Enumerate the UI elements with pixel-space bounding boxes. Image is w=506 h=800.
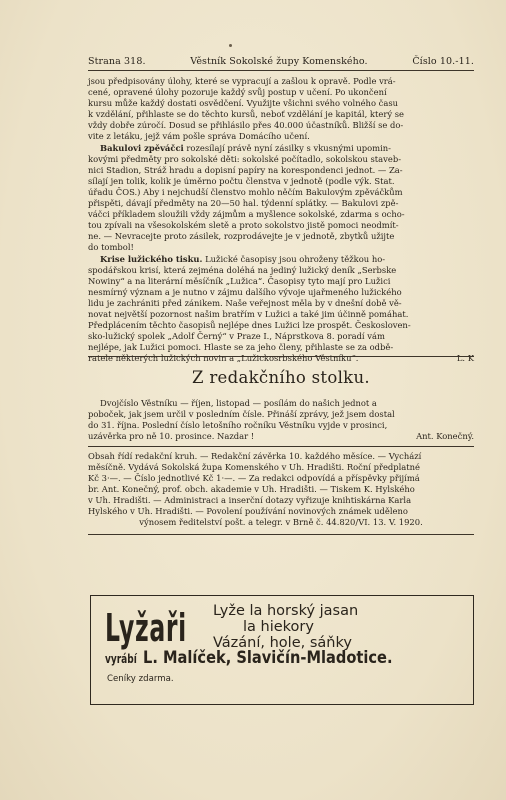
section-rule [88,446,474,447]
text-line: Kč 3·—. — Číslo jednotlivé Kč 1·—. — Za redakci odpovídá a příspěvky přijímá [88,473,420,484]
text-line: tou zpívali na všesokolském sletě a proto sokolstvo jistě pomoci neodmít- [88,220,399,231]
text-line: váčci příkladem sloužili vždy zájmům a myšlence sokolské, zdarma s ocho- [88,209,405,220]
text-line: sko-lužický spolek „Adolf Černý“ v Praze I., Náprstkova 8. poradí vám [88,331,385,342]
ad-line: Lyže la horský jasan [213,603,359,619]
text-line: měsíčně. Vydává Sokolská župa Komenského v Uh. Hradišti. Roční předplatné [88,462,421,473]
text-line: Obsah řídí redakční kruh. — Redakční závěrka 10. každého měsíce. — Vychází [88,451,422,461]
text-line: br. Ant. Konečný, prof. obch. akademie v Uh. Hradišti. — Tiskem K. Hylského [88,484,415,495]
text-line: spodářskou krisí, která zejména doléhá na jediný lužický deník „Serbske [88,265,397,276]
text-line: Předplácením těchto časopisů nejlépe dnes Lužici lze prospět. Českosloven- [88,320,411,331]
text-line: do tombol! [88,242,134,253]
text-line: kursu může každý dostati osvědčení. Využijte všichni svého volného času [88,98,399,109]
editorial-paragraph [88,398,474,442]
text-line: uzávěrka pro ně 10. prosince. Nazdar ! Ant. Konečný. [88,431,474,442]
ad-price-note: Ceníky zdarma. [107,674,174,684]
text-line: lidu je zachrániti před zánikem. Naše veřejnost měla by v dnešní době vě- [88,298,402,309]
text-line: Krise lužického tisku. Lužické časopisy jsou ohroženy těžkou ho- [100,254,386,264]
ad-line: Vázání, hole, sáňky [213,635,352,651]
text-line: Dvojčíslo Věstníku — říjen, listopad — posílám do našich jednot a [100,398,377,408]
text-line: cené, opravené úlohy pozoruje každý svůj postup v učení. Po ukončení [88,87,387,98]
text-line: ratele některých lužických novin a „Lužickosrbského Věstníku“. L. K [88,353,474,364]
ski-advertisement [90,595,474,705]
text-line: nici Stadion, Stráž hradu a dopisní papíry na korespondenci jednot. — Za- [88,165,403,176]
page-number: Strana 318. [88,56,146,67]
text-line: nesmírný význam a je nutno v zájmu dalšího vývoje ujařmeného lužického [88,287,402,298]
text-line: úřadu ČOS.) Aby i nejchudší členstvo mohlo něčím Bakulovým zpěváčkům [88,187,403,198]
text-line: výnosem ředitelství pošt. a telegr. v Brně č. 44.820/VI. 13. V. 1920. [139,517,423,528]
krise-title: Krise lužického tisku. [100,254,203,264]
ad-dealer: vyrábíL. Malíček, Slavičín-Mladotice. [105,648,393,668]
section-heading: Z redakčního stolku. [192,368,370,387]
krise-paragraph [88,254,474,364]
text-line: poboček, jak jsem určil v posledním čísle. Přináší zprávy, jež jsem dostal [88,409,395,420]
text-line: k vzdělání, přihlaste se do těchto kursů, neboť vzdělání je kapitál, který se [88,109,404,120]
text-line: sílají jen tolik, kolik je úměrno počtu členstva v jednotě (podle výk. Stat. [88,176,395,187]
journal-title: Věstník Sokolské župy Komenského. [190,56,368,67]
text-line: do 31. října. Poslední číslo letošního ročníku Věstníku vyjde v prosinci, [88,420,388,431]
text-line: v Uh. Hradišti. — Administraci a inserční dotazy vyřizuje knihtiskárna Karla [88,495,412,506]
text-line: Bakulovi zpěváčci rozesílají právě nyní zásilky s vkusnými upomin- [100,143,392,153]
issue-number: Číslo 10.-11. [412,56,474,67]
editor-signature: Ant. Konečný. [416,431,474,442]
text-line: kovými předměty pro sokolské děti: sokolské počítadlo, sokolskou staveb- [88,154,402,165]
text-line: ne. — Nevracejte proto zásilek, rozprodávejte je v jednotě, zbytků užijte [88,231,395,242]
bakule-title: Bakulovi zpěváčci [100,143,184,153]
page-header [88,56,474,67]
author-signature: L. K [456,353,474,364]
section-rule [88,534,474,535]
header-rule [88,70,474,71]
bullet-mark [229,44,232,47]
text-line: vždy dobře zúročí. Dosud se přihlásilo přes 40.000 účastníků. Bližší se do- [88,120,404,131]
text-line: vite z letáku, jejž vám pošle správa Domácího učení. [88,131,310,142]
text-line: nejlépe, jak Lužici pomoci. Hlaste se za jeho členy, přihlaste se za odbě- [88,342,394,353]
text-line: přispěti, dávají předměty na 20—50 hal. týdenní splátky. — Bakulovi zpě- [88,198,399,209]
text-line: Nowiny“ a na literární měsíčník „Lužica“. Časopisy tyto mají pro Lužici [88,276,391,287]
section-rule [88,356,474,357]
text-line: Hylského v Uh. Hradišti. — Povolení používání novinových známek uděleno [88,506,408,517]
text-line: jsou předpisovány úlohy, které se vypracují a zašlou k opravě. Podle vrá- [88,76,396,86]
text-line: novat největší pozornost našim bratřím v Lužici a také jim účinně pomáhat. [88,309,409,320]
impressum [88,451,474,528]
bakule-paragraph [88,143,474,253]
ad-logo: Lyžaři [105,606,187,650]
course-paragraph [88,76,474,142]
ad-line: la hiekory [243,619,314,635]
